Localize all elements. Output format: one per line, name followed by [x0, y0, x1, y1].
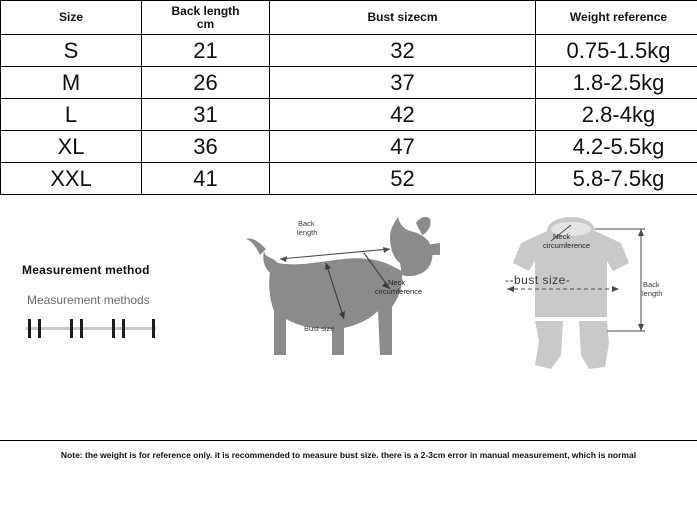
table-row	[1, 35, 697, 67]
measurement-method-subtitle: Measurement methods	[27, 293, 150, 307]
table-header	[1, 1, 697, 35]
cell-weight: 2.8-4kg	[536, 99, 697, 131]
cell-size: XXL	[1, 163, 142, 195]
table-row	[1, 131, 697, 163]
cell-back-length: 41	[142, 163, 270, 195]
table-body	[1, 35, 697, 195]
cell-weight: 5.8-7.5kg	[536, 163, 697, 195]
cell-bust-size: 47	[270, 131, 536, 163]
dog-neck-circumference-label-2: circumference	[375, 287, 423, 296]
cell-size: M	[1, 67, 142, 99]
garment-neck-circumference-label-2: circumference	[543, 241, 591, 250]
measurement-method-title: Measurement method	[22, 263, 150, 277]
garment-neck-circumference-label: Neck	[553, 232, 571, 241]
footer-note-band	[0, 441, 697, 469]
dog-neck-circumference-label: Neck	[388, 278, 406, 287]
table-row	[1, 67, 697, 99]
cell-back-length: 26	[142, 67, 270, 99]
cell-size: XL	[1, 131, 142, 163]
column-header-size: Size	[1, 1, 142, 35]
cell-bust-size: 32	[270, 35, 536, 67]
cell-bust-size: 42	[270, 99, 536, 131]
column-header-bust-size: Bust sizecm	[270, 1, 536, 35]
column-header-back-length-line2: cm	[196, 16, 215, 31]
table-header-row	[1, 1, 697, 35]
table-row	[1, 99, 697, 131]
table-row	[1, 163, 697, 195]
cell-weight: 4.2-5.5kg	[536, 131, 697, 163]
garment-bust-size-label: --bust size-	[505, 273, 571, 287]
cell-back-length: 31	[142, 99, 270, 131]
cell-back-length: 21	[142, 35, 270, 67]
dog-back-length-label: Back	[298, 219, 315, 228]
cell-weight: 1.8-2.5kg	[536, 67, 697, 99]
column-header-back-length	[142, 1, 270, 35]
column-header-back-length-line1: Back length	[171, 3, 240, 18]
cell-size: S	[1, 35, 142, 67]
measurement-illustration-panel	[0, 195, 697, 441]
garment-back-length-label: Back	[643, 280, 660, 289]
dog-measurement-diagram	[240, 215, 440, 380]
column-header-weight-reference: Weight reference	[536, 1, 697, 35]
cell-bust-size: 37	[270, 67, 536, 99]
garment-back-length-label-2: length	[642, 289, 663, 298]
cell-back-length: 36	[142, 131, 270, 163]
size-table	[0, 0, 697, 195]
cell-weight: 0.75-1.5kg	[536, 35, 697, 67]
footer-note: Note: the weight is for reference only. it is recommended to measure bust size. there is a 2-3cm error in manual measurement, which is normal	[60, 450, 637, 460]
dog-back-length-label-2: length	[297, 228, 318, 237]
garment-measurement-diagram	[495, 209, 680, 379]
cell-size: L	[1, 99, 142, 131]
ruler-icon	[26, 317, 156, 341]
dog-silhouette-icon	[240, 215, 440, 380]
dog-bust-size-label: Bust size	[304, 324, 335, 333]
cell-bust-size: 52	[270, 163, 536, 195]
